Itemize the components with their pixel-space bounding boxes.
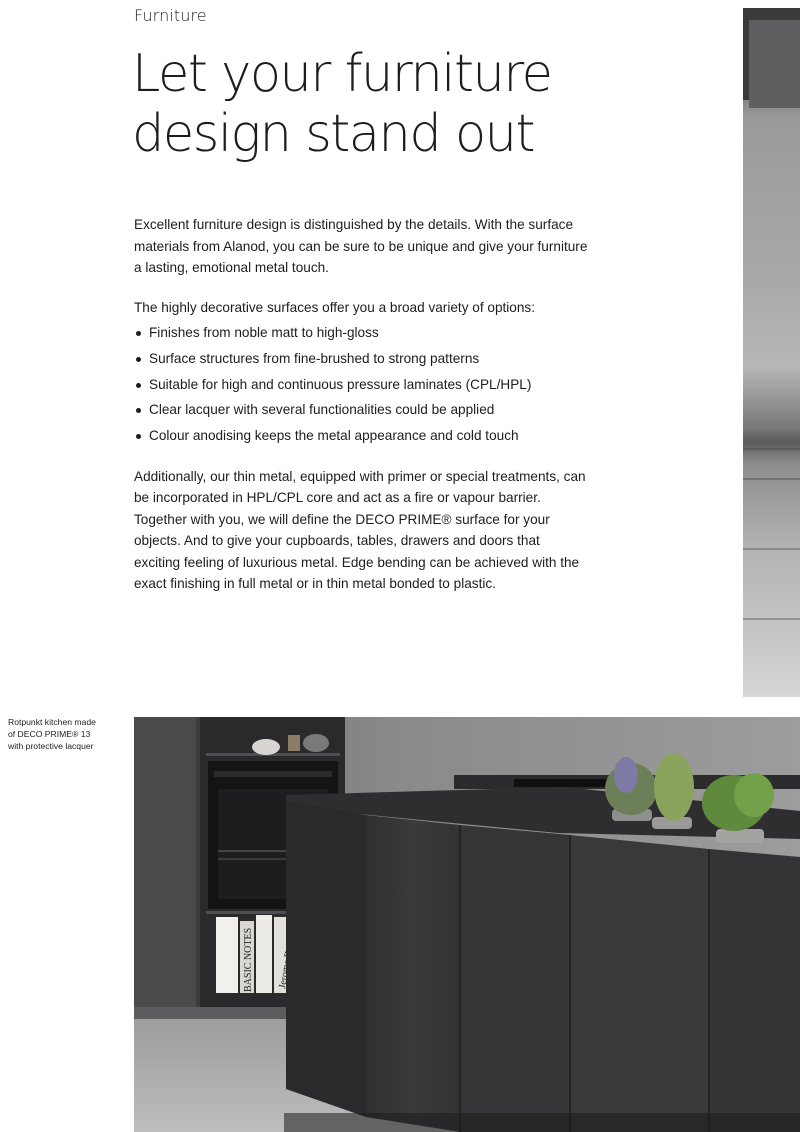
bowl (303, 734, 329, 752)
book-title: Jerome (277, 959, 293, 990)
caption-line-3: with protective lacquer (8, 741, 94, 751)
island-door (460, 825, 570, 1132)
book-title: BASIC NOTES (243, 927, 254, 992)
book (256, 915, 272, 993)
island-door (709, 849, 800, 1132)
body-text-column (134, 214, 589, 613)
island-shadow (284, 1113, 800, 1132)
page-title (132, 44, 602, 164)
jar (288, 735, 300, 751)
list-item: Suitable for high and continuous pressure laminates (CPL/HPL) (134, 374, 589, 396)
intro-paragraph: Excellent furniture design is distinguished by the details. With the surface materials from Alanod, you can be sure to be unique and give your furniture a lasting, emotional metal touch. (134, 217, 588, 275)
photo-floor-line (743, 478, 800, 480)
list-item: Colour anodising keeps the metal appearance and cold touch (134, 425, 589, 447)
book (216, 917, 238, 993)
photo-caption (8, 716, 120, 752)
photo-floor-line (743, 448, 800, 450)
list-item: Clear lacquer with several functionalities could be applied (134, 399, 589, 421)
island-door (366, 815, 460, 1132)
list-item: Finishes from noble matt to high-gloss (134, 322, 589, 344)
interior-photo-strip (743, 8, 800, 697)
bowl (252, 739, 280, 755)
caption-line-1: Rotpunkt kitchen made (8, 717, 96, 727)
photo-floor-line (743, 618, 800, 620)
plant-pot (716, 829, 764, 843)
photo-floor-line (743, 548, 800, 550)
kitchen-illustration (134, 717, 800, 1132)
options-lead: The highly decorative surfaces offer you a broad variety of options: (134, 299, 535, 315)
island-door (570, 835, 709, 1132)
list-item: Surface structures from fine-brushed to strong patterns (134, 348, 589, 370)
closing-paragraph: Additionally, our thin metal, equipped with primer or special treatments, can be incorporated in HPL/CPL core and act as a fire or vapour barrier. Together with you, we will define the DECO PRIME® surface for your objects. And to give your cupboards, tables, drawers and doors that exciting feeling of luxurious metal. Edge bending can be achieved with the exact finishing in full metal or in thin metal bonded to plastic. (134, 468, 586, 592)
headline-line-2: design stand out (132, 104, 535, 164)
caption-line-2: of DECO PRIME® 13 (8, 729, 91, 739)
island-end-panel (286, 801, 366, 1117)
oven-panel (214, 771, 332, 777)
options-list (134, 322, 589, 447)
tall-cabinet (134, 717, 196, 1015)
kitchen-photo (134, 717, 800, 1132)
headline-line-1: Let your furniture (132, 44, 552, 104)
section-label: Furniture (134, 6, 207, 25)
photo-window-pane (749, 20, 800, 108)
